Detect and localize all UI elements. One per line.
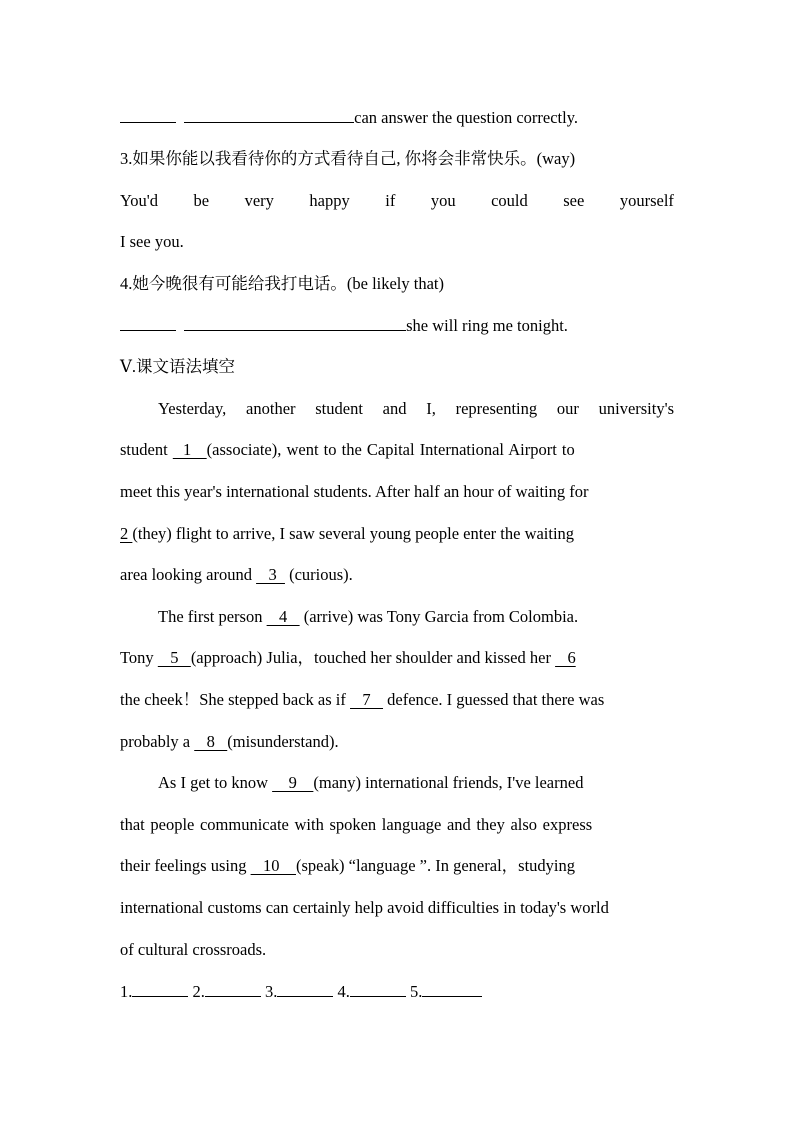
passage-line bbox=[158, 607, 578, 627]
passage-line bbox=[120, 524, 574, 544]
word: you bbox=[430, 191, 456, 210]
text: (approach) Julia，touched her shoulder and kissed her bbox=[190, 648, 556, 667]
word: see bbox=[563, 191, 585, 210]
text: area looking around bbox=[120, 565, 257, 584]
answer-blank[interactable] bbox=[120, 315, 176, 331]
q3-sentence-line bbox=[120, 191, 674, 211]
text: probably a bbox=[120, 732, 195, 751]
gap-3[interactable]: 3 bbox=[256, 565, 285, 584]
word: You'd bbox=[120, 191, 158, 210]
word: yourself bbox=[619, 191, 674, 210]
answer-blank[interactable] bbox=[277, 981, 333, 997]
text: defence. I guessed that there was bbox=[383, 690, 605, 709]
text: (they) flight to arrive, I saw several young people enter the waiting bbox=[132, 524, 575, 543]
text: , went to the Capital International Airport to bbox=[277, 440, 575, 459]
answer-row bbox=[120, 981, 482, 1002]
word: and bbox=[382, 399, 407, 418]
q2-answer-line bbox=[120, 107, 578, 128]
text: (many) international friends, I've learned bbox=[313, 773, 584, 792]
gap-6[interactable]: 6 bbox=[555, 648, 576, 667]
passage-line bbox=[120, 565, 353, 585]
word: university's bbox=[598, 399, 674, 418]
word: could bbox=[491, 191, 528, 210]
gap-1[interactable]: 1 bbox=[172, 440, 207, 459]
text: (curious). bbox=[284, 565, 353, 584]
word: if bbox=[385, 191, 396, 210]
gap-4[interactable]: 4 bbox=[266, 607, 300, 626]
passage-line bbox=[120, 690, 604, 710]
answer-number: 1. bbox=[120, 982, 133, 1001]
text: Tony bbox=[120, 648, 158, 667]
gap-8[interactable]: 8 bbox=[194, 732, 228, 751]
word: happy bbox=[309, 191, 350, 210]
word: student bbox=[315, 399, 363, 418]
word: our bbox=[556, 399, 579, 418]
word: another bbox=[246, 399, 296, 418]
passage-line bbox=[158, 399, 674, 419]
answer-blank[interactable] bbox=[422, 981, 482, 997]
text: student bbox=[120, 440, 173, 459]
answer-number: 3. bbox=[265, 982, 278, 1001]
answer-number: 4. bbox=[337, 982, 350, 1001]
text: The first person bbox=[158, 607, 267, 626]
passage-line: of cultural crossroads. bbox=[120, 940, 267, 959]
gap-10[interactable]: 10 bbox=[250, 856, 296, 875]
text: (arrive) was Tony Garcia from Colombia. bbox=[299, 607, 579, 626]
section-title: Ⅴ.课文语法填空 bbox=[120, 357, 236, 376]
answer-blank[interactable] bbox=[205, 981, 261, 997]
passage-line: international customs can certainly help avoid difficulties in today's world bbox=[120, 898, 609, 917]
word: representing bbox=[455, 399, 538, 418]
text: the cheek！She stepped back as if bbox=[120, 690, 351, 709]
passage-line bbox=[120, 732, 339, 752]
answer-blank[interactable] bbox=[184, 315, 406, 331]
q3-prompt: 3.如果你能以我看待你的方式看待自己, 你将会非常快乐。(way) bbox=[120, 149, 576, 168]
gap-2[interactable]: 2 bbox=[120, 524, 133, 543]
word: Yesterday, bbox=[158, 399, 227, 418]
text: their feelings using bbox=[120, 856, 251, 875]
passage-line bbox=[120, 856, 575, 876]
answer-blank[interactable] bbox=[184, 107, 354, 123]
answer-number: 5. bbox=[410, 982, 423, 1001]
text: (speak) “language ”. In general，studying bbox=[295, 856, 576, 875]
passage-line bbox=[120, 648, 576, 668]
passage-line: that people communicate with spoken language and they also express bbox=[120, 815, 593, 834]
q3-tail: I see you. bbox=[120, 232, 184, 251]
text: (associate) bbox=[206, 440, 278, 459]
text: (misunderstand). bbox=[227, 732, 339, 751]
word: I, bbox=[426, 399, 436, 418]
word: very bbox=[244, 191, 274, 210]
q4-prompt: 4.她今晚很有可能给我打电话。(be likely that) bbox=[120, 274, 445, 293]
answer-blank[interactable] bbox=[132, 981, 188, 997]
text: As I get to know bbox=[158, 773, 273, 792]
answer-blank[interactable] bbox=[350, 981, 406, 997]
word: be bbox=[193, 191, 210, 210]
gap-9[interactable]: 9 bbox=[272, 773, 314, 792]
gap-7[interactable]: 7 bbox=[350, 690, 384, 709]
gap-5[interactable]: 5 bbox=[157, 648, 191, 667]
q4-tail-text: she will ring me tonight. bbox=[406, 316, 568, 335]
answer-number: 2. bbox=[192, 982, 205, 1001]
passage-line bbox=[120, 440, 575, 460]
passage-line: meet this year's international students. After half an hour of waiting for bbox=[120, 482, 589, 501]
q4-answer-line bbox=[120, 315, 568, 336]
answer-blank[interactable] bbox=[120, 107, 176, 123]
passage-line bbox=[158, 773, 583, 793]
q2-tail-text: can answer the question correctly. bbox=[354, 108, 579, 127]
